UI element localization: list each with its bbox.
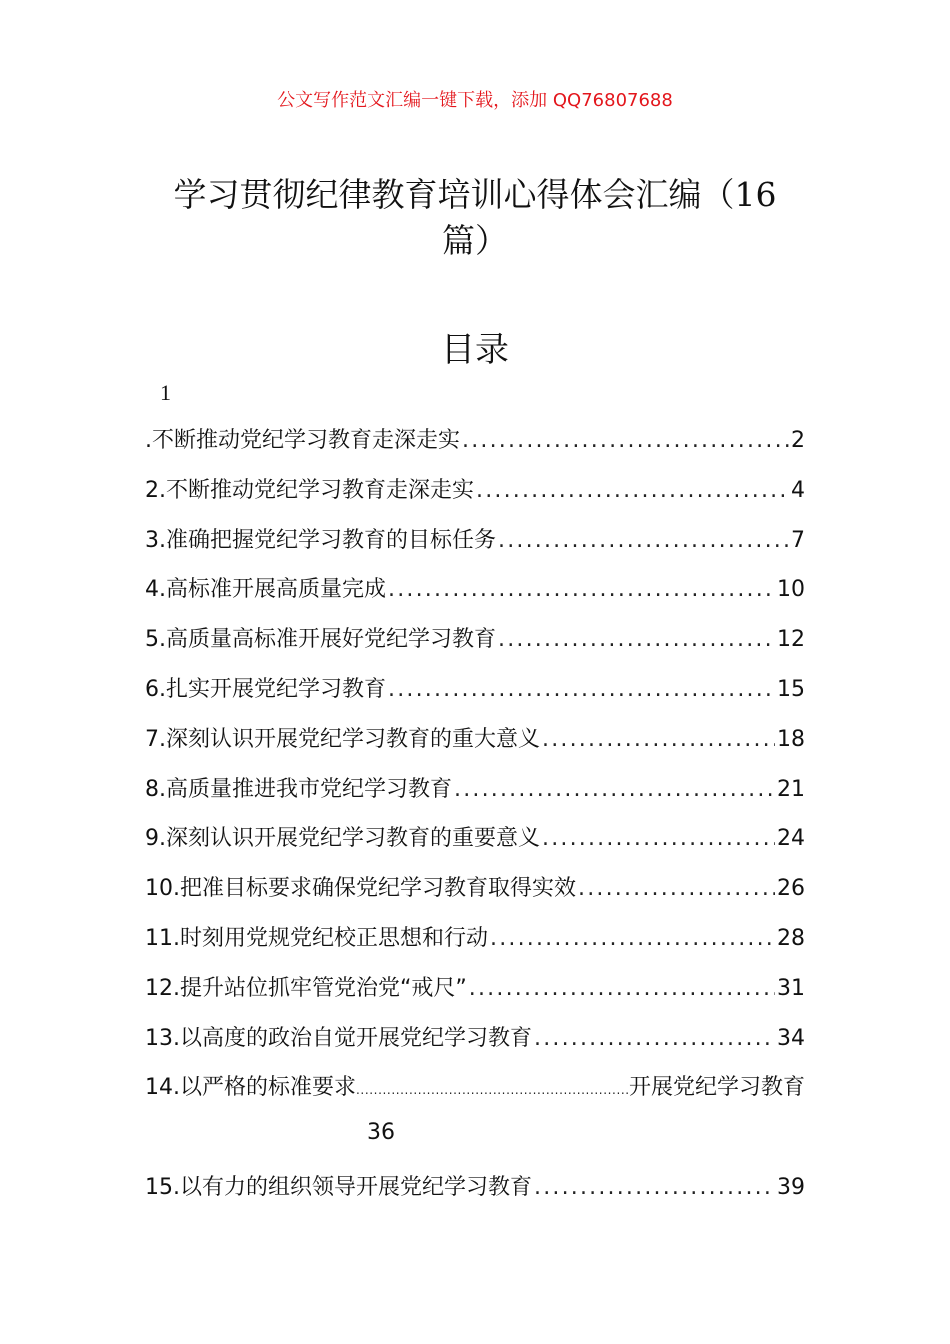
toc-entry-page: 31 — [777, 975, 805, 1001]
toc-entry-title: 3.准确把握党纪学习教育的目标任务 — [145, 527, 496, 553]
toc-entry[interactable] — [145, 523, 805, 573]
toc-entry[interactable] — [145, 473, 805, 523]
toc-leader-dots — [534, 1175, 775, 1200]
toc-entry-wrapped-page[interactable] — [145, 1120, 805, 1170]
toc-entry-page: 21 — [777, 776, 805, 802]
toc-entry[interactable] — [145, 772, 805, 822]
toc-leader-dots — [542, 826, 775, 851]
toc-entry-page: 2 — [791, 428, 805, 453]
toc-entry[interactable] — [145, 921, 805, 971]
toc-entry[interactable] — [145, 821, 805, 871]
toc-entry-page: 39 — [777, 1174, 805, 1200]
toc-leader-dots — [469, 976, 775, 1001]
toc-entry[interactable] — [145, 572, 805, 622]
toc-leader-dots — [498, 627, 775, 652]
toc-entry[interactable] — [145, 622, 805, 672]
toc-entry-title: 8.高质量推进我市党纪学习教育 — [145, 776, 452, 802]
title-text-line2: 篇） — [442, 221, 508, 260]
toc-entry[interactable] — [145, 423, 805, 473]
toc-entry-title: 4.高标准开展高质量完成 — [145, 577, 386, 603]
toc-entry-title: 15.以有力的组织领导开展党纪学习教育 — [145, 1174, 532, 1200]
toc-entry-page: 12 — [777, 627, 805, 653]
toc-entry-page: 4 — [791, 477, 805, 503]
toc-entry[interactable] — [145, 722, 805, 772]
toc-entry[interactable] — [145, 1070, 805, 1120]
toc-heading: 目录 — [441, 330, 509, 370]
toc-entry[interactable] — [145, 1170, 805, 1220]
toc-entry-page: 24 — [777, 826, 805, 852]
toc-leader-dots — [476, 478, 789, 503]
toc-entry-title: 2.不断推动党纪学习教育走深走实 — [145, 477, 474, 503]
toc-entry[interactable] — [145, 1021, 805, 1071]
table-of-contents — [145, 423, 805, 1220]
toc-leader-dots — [454, 777, 775, 802]
toc-leader-dots — [578, 876, 775, 901]
toc-leader-dots — [542, 727, 775, 752]
toc-entry-page: 15 — [777, 676, 805, 702]
toc-entry-title: 11.时刻用党规党纪校正思想和行动 — [145, 925, 488, 951]
toc-entry-page: 28 — [777, 925, 805, 951]
toc-entry-title: 10.把准目标要求确保党纪学习教育取得实效 — [145, 876, 576, 902]
download-notice: 公文写作范文汇编一键下载，添加 QQ76807688 — [277, 90, 673, 111]
toc-entry-title: .不断推动党纪学习教育走深走实 — [145, 428, 460, 453]
toc-entry[interactable] — [145, 672, 805, 722]
toc-entry-page: 18 — [777, 726, 805, 752]
toc-entry-title: 6.扎实开展党纪学习教育 — [145, 676, 386, 702]
toc-leader-dots — [534, 1026, 775, 1051]
toc-leader-dots — [490, 926, 775, 951]
toc-item-number: 1 — [160, 380, 171, 405]
toc-entry-page: 7 — [791, 527, 805, 553]
toc-entry[interactable] — [145, 871, 805, 921]
toc-entry-page: 10 — [777, 577, 805, 603]
toc-entry-title: 7.深刻认识开展党纪学习教育的重大意义 — [145, 726, 540, 752]
toc-leader-dots — [498, 528, 789, 553]
toc-leader-dots — [356, 1083, 629, 1097]
toc-entry[interactable] — [145, 971, 805, 1021]
toc-entry-title: 12.提升站位抓牢管党治党“戒尺” — [145, 975, 467, 1001]
toc-leader-dots — [388, 577, 775, 602]
toc-leader-dots — [388, 677, 775, 702]
toc-entry-title: 14.以严格的标准要求 — [145, 1075, 356, 1101]
toc-entry-page: 26 — [777, 876, 805, 902]
title-text: 学习贯彻纪律教育培训心得体会汇编（ — [173, 175, 735, 214]
document-title — [140, 172, 810, 264]
toc-entry-title: 9.深刻认识开展党纪学习教育的重要意义 — [145, 826, 540, 852]
toc-entry-title: 13.以高度的政治自觉开展党纪学习教育 — [145, 1025, 532, 1051]
toc-entry-title: 5.高质量高标准开展好党纪学习教育 — [145, 627, 496, 653]
toc-entry-title-tail: 开展党纪学习教育 — [628, 1075, 805, 1101]
toc-leader-dots — [462, 428, 789, 453]
toc-entry-page: 34 — [777, 1025, 805, 1051]
title-count: 16 — [734, 175, 777, 214]
toc-entry-page: 36 — [367, 1120, 395, 1146]
